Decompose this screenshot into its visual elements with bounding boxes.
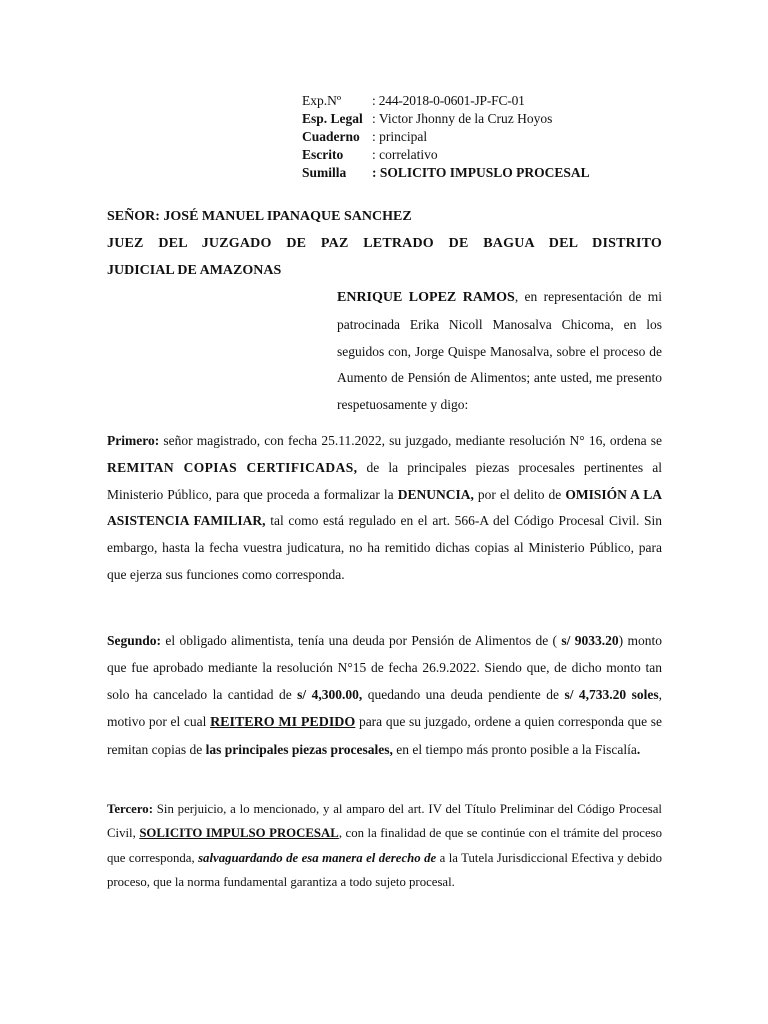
paragraph-text: señor magistrado, con fecha 25.11.2022, su juzgado, mediante resolución N° 16, ordena se (159, 433, 662, 448)
paragraph-text: Sin perjuicio, a lo mencionado, y al amparo del art. IV del Título Preliminar del Código Procesal Civil, (107, 802, 662, 841)
underlined-text: SOLICITO IMPULSO PROCESAL (139, 826, 339, 841)
header-row-expediente (302, 92, 590, 110)
paragraph-text: , motivo por el cual (107, 687, 662, 729)
header-key: Sumilla (302, 165, 347, 180)
header-row-cuaderno (302, 128, 590, 146)
intro-text: , en representación de mi patrocinada Erika Nicoll Manosalva Chicoma, en los seguidos con, Jorge Quispe Manosalva, sobre el proceso de Aumento de Pensión de Alimentos; ante usted, me presento respetuosamente y digo: (337, 289, 662, 413)
emphasis-text: DENUNCIA, (397, 486, 474, 502)
paragraph-text: por el delito de (473, 486, 566, 502)
emphasis-text: s/ 9033.20 (561, 633, 619, 648)
case-header (302, 92, 590, 182)
emphasis-text: salvaguardando de esa manera el derecho de (198, 850, 437, 865)
header-row-escrito (302, 146, 590, 164)
header-key: Esp. Legal (302, 111, 363, 126)
header-value: : SOLICITO IMPUSLO PROCESAL (372, 165, 590, 180)
paragraph-text: tal como está regulado en el art. 566-A del Código Procesal Civil. Sin embargo, hasta la fecha vuestra judicatura, no ha remitido dichas copias al Ministerio Público, para que ejerza sus funciones como corresponda. (107, 513, 662, 582)
paragraph-segundo (107, 627, 662, 763)
salutation-line-1: SEÑOR: JOSÉ MANUEL IPANAQUE SANCHEZ (107, 209, 412, 224)
emphasis-text: las principales piezas procesales, (205, 742, 393, 757)
emphasis-text: . (636, 742, 641, 757)
paragraph-text: ) monto que fue aprobado mediante la resolución N°15 de fecha 26.9.2022. Siendo que, de dicho monto tan solo ha cancelado la cantidad de (107, 633, 662, 702)
salutation-line-3: JUDICIAL DE AMAZONAS (107, 263, 282, 278)
paragraph-text: a la Tutela Jurisdiccional Efectiva y debido proceso, que la norma fundamental garantiza a todo sujeto procesal. (107, 850, 663, 890)
paragraph-text: para que su juzgado, ordene a quien corresponda que se remitan copias de (107, 714, 662, 757)
header-key: Cuaderno (302, 129, 360, 144)
paragraph-text: en el tiempo más pronto posible a la Fiscalía (392, 742, 637, 757)
paragraph-text: , con la finalidad de que se continúe con el trámite del proceso que corresponda, (107, 826, 662, 865)
intro-paragraph (337, 284, 662, 419)
paragraph-primero (107, 428, 662, 589)
header-value: : 244-2018-0-0601-JP-FC-01 (372, 93, 525, 108)
paragraph-label: Primero: (107, 433, 160, 448)
salutation-line-2: JUEZ DEL JUZGADO DE PAZ LETRADO DE BAGUA DEL DISTRITO (107, 236, 662, 251)
paragraph-tercero (107, 797, 662, 895)
underlined-text: REITERO MI PEDIDO (210, 715, 356, 730)
paragraph-label: Segundo: (107, 633, 162, 648)
emphasis-text: s/ 4,733.20 soles (564, 687, 659, 702)
header-key: Exp.Nº (302, 93, 342, 108)
header-value: : correlativo (372, 147, 438, 162)
paragraph-label: Tercero: (107, 802, 153, 816)
paragraph-text: el obligado alimentista, tenía una deuda por Pensión de Alimentos de ( (161, 633, 562, 648)
header-key: Escrito (302, 147, 344, 162)
paragraph-text: de la principales piezas procesales pertinentes al Ministerio Público, para que proceda a formalizar la (107, 459, 662, 502)
emphasis-text: REMITAN COPIAS CERTIFICADAS, (107, 459, 358, 475)
petitioner-name: ENRIQUE LOPEZ RAMOS (337, 290, 515, 305)
emphasis-text: s/ 4,300.00, (297, 687, 363, 702)
header-row-esp-legal (302, 110, 590, 128)
paragraph-text: quedando una deuda pendiente de (362, 687, 565, 702)
header-value: : Victor Jhonny de la Cruz Hoyos (372, 111, 553, 126)
header-value: : principal (372, 129, 428, 144)
emphasis-text: OMISIÓN A LA ASISTENCIA FAMILIAR, (107, 486, 662, 529)
header-row-sumilla (302, 164, 590, 182)
